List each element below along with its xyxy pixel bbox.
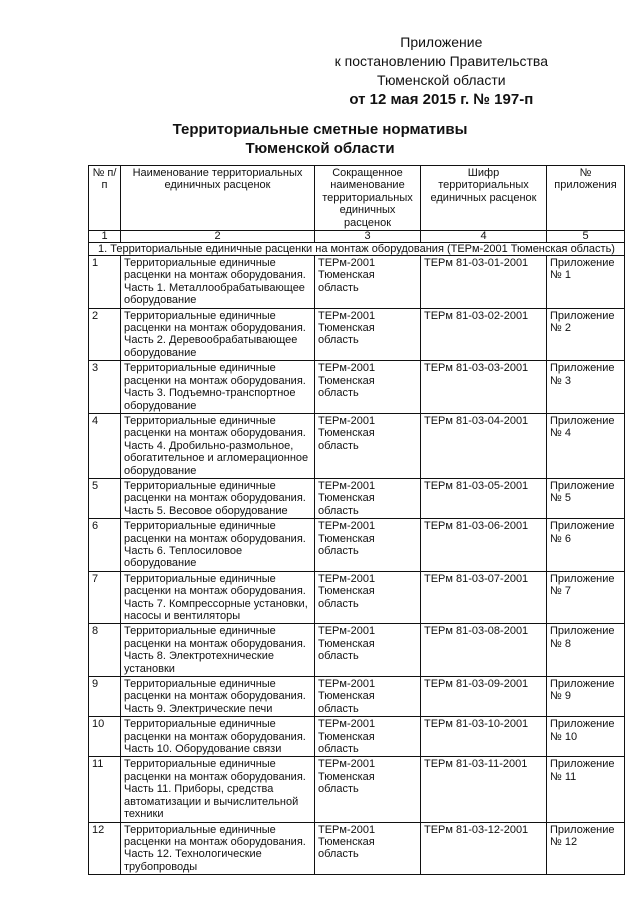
row-name: Территориальные единичные расценки на монтаж оборудования. Часть 6. Теплосиловое оборудование — [121, 519, 315, 572]
row-short-name: ТЕРм-2001 Тюменская область — [315, 478, 421, 518]
row-name: Территориальные единичные расценки на монтаж оборудования. Часть 2. Деревообрабатывающее оборудование — [121, 308, 315, 361]
row-name: Территориальные единичные расценки на монтаж оборудования. Часть 10. Оборудование связи — [121, 717, 315, 757]
row-short-name: ТЕРм-2001 Тюменская область — [315, 308, 421, 361]
row-number: 10 — [89, 717, 121, 757]
row-short-name: ТЕРм-2001 Тюменская область — [315, 413, 421, 478]
row-code: ТЕРм 81-03-10-2001 — [421, 717, 547, 757]
table-row — [89, 413, 625, 478]
row-short-name: ТЕРм-2001 Тюменская область — [315, 677, 421, 717]
table-row — [89, 308, 625, 361]
row-name: Территориальные единичные расценки на монтаж оборудования. Часть 3. Подъемно-транспортное оборудование — [121, 361, 315, 414]
row-appendix: Приложение № 9 — [547, 677, 625, 717]
row-appendix: Приложение № 3 — [547, 361, 625, 414]
row-short-name: ТЕРм-2001 Тюменская область — [315, 624, 421, 677]
row-short-name: ТЕРм-2001 Тюменская область — [315, 361, 421, 414]
table-row — [89, 624, 625, 677]
row-appendix: Приложение № 11 — [547, 757, 625, 822]
row-appendix: Приложение № 5 — [547, 478, 625, 518]
header-line-region: Тюменской области — [377, 72, 506, 88]
row-code: ТЕРм 81-03-11-2001 — [421, 757, 547, 822]
header-short-name: Сокращенное наименование территориальных единичных расценок — [315, 166, 421, 231]
table-row — [89, 717, 625, 757]
table-row — [89, 571, 625, 624]
header-line-resolution: к постановлению Правительства — [334, 53, 548, 69]
row-number: 6 — [89, 519, 121, 572]
row-code: ТЕРм 81-03-07-2001 — [421, 571, 547, 624]
row-appendix: Приложение № 8 — [547, 624, 625, 677]
row-name: Территориальные единичные расценки на монтаж оборудования. Часть 5. Весовое оборудование — [121, 478, 315, 518]
title-line-1: Территориальные сметные нормативы — [172, 121, 468, 138]
row-short-name: ТЕРм-2001 Тюменская область — [315, 757, 421, 822]
row-number: 1 — [89, 256, 121, 309]
header-number: № п/п — [89, 166, 121, 231]
row-code: ТЕРм 81-03-06-2001 — [421, 519, 547, 572]
section-row — [89, 243, 625, 256]
row-short-name: ТЕРм-2001 Тюменская область — [315, 571, 421, 624]
row-name: Территориальные единичные расценки на монтаж оборудования. Часть 8. Электротехнические установки — [121, 624, 315, 677]
row-short-name: ТЕРм-2001 Тюменская область — [315, 256, 421, 309]
table-row — [89, 256, 625, 309]
table-row — [89, 361, 625, 414]
row-short-name: ТЕРм-2001 Тюменская область — [315, 717, 421, 757]
column-number: 2 — [121, 231, 315, 243]
row-code: ТЕРм 81-03-01-2001 — [421, 256, 547, 309]
table-header-row — [89, 166, 625, 231]
row-number: 11 — [89, 757, 121, 822]
normatives-table — [88, 165, 625, 875]
row-number: 5 — [89, 478, 121, 518]
row-number: 8 — [89, 624, 121, 677]
column-number: 5 — [547, 231, 625, 243]
row-code: ТЕРм 81-03-04-2001 — [421, 413, 547, 478]
column-number: 3 — [315, 231, 421, 243]
title-line-2: Тюменской области — [245, 140, 395, 157]
column-numbers-row — [89, 231, 625, 243]
row-name: Территориальные единичные расценки на монтаж оборудования. Часть 11. Приборы, средства автоматизации и вычислительной техники — [121, 757, 315, 822]
row-name: Территориальные единичные расценки на монтаж оборудования. Часть 4. Дробильно-размольное, обогатительное и агломерационное оборудование — [121, 413, 315, 478]
header-line-appendix: Приложение — [400, 34, 483, 50]
row-code: ТЕРм 81-03-09-2001 — [421, 677, 547, 717]
row-code: ТЕРм 81-03-02-2001 — [421, 308, 547, 361]
row-number: 2 — [89, 308, 121, 361]
row-appendix: Приложение № 10 — [547, 717, 625, 757]
approval-header — [335, 33, 548, 109]
row-code: ТЕРм 81-03-08-2001 — [421, 624, 547, 677]
table-row — [89, 757, 625, 822]
row-name: Территориальные единичные расценки на монтаж оборудования. Часть 1. Металлообрабатывающее оборудование — [121, 256, 315, 309]
row-short-name: ТЕРм-2001 Тюменская область — [315, 822, 421, 875]
row-appendix: Приложение № 1 — [547, 256, 625, 309]
table-row — [89, 519, 625, 572]
row-appendix: Приложение № 4 — [547, 413, 625, 478]
header-line-date: от 12 мая 2015 г. № 197-п — [349, 91, 534, 108]
table-row — [89, 677, 625, 717]
row-number: 9 — [89, 677, 121, 717]
table-row — [89, 478, 625, 518]
row-number: 4 — [89, 413, 121, 478]
row-number: 12 — [89, 822, 121, 875]
header-code: Шифр территориальных единичных расценок — [421, 166, 547, 231]
row-name: Территориальные единичные расценки на монтаж оборудования. Часть 7. Компрессорные установки, насосы и вентиляторы — [121, 571, 315, 624]
row-appendix: Приложение № 6 — [547, 519, 625, 572]
column-number: 1 — [89, 231, 121, 243]
row-name: Территориальные единичные расценки на монтаж оборудования. Часть 12. Технологические трубопроводы — [121, 822, 315, 875]
row-code: ТЕРм 81-03-12-2001 — [421, 822, 547, 875]
row-appendix: Приложение № 2 — [547, 308, 625, 361]
section-title: 1. Территориальные единичные расценки на монтаж оборудования (ТЕРм-2001 Тюменская область) — [89, 243, 625, 256]
row-appendix: Приложение № 7 — [547, 571, 625, 624]
document-title — [0, 120, 640, 158]
header-name: Наименование территориальных единичных расценок — [121, 166, 315, 231]
row-appendix: Приложение № 12 — [547, 822, 625, 875]
row-code: ТЕРм 81-03-03-2001 — [421, 361, 547, 414]
row-number: 7 — [89, 571, 121, 624]
row-number: 3 — [89, 361, 121, 414]
header-appendix: № приложения — [547, 166, 625, 231]
row-name: Территориальные единичные расценки на монтаж оборудования. Часть 9. Электрические печи — [121, 677, 315, 717]
row-code: ТЕРм 81-03-05-2001 — [421, 478, 547, 518]
row-short-name: ТЕРм-2001 Тюменская область — [315, 519, 421, 572]
column-number: 4 — [421, 231, 547, 243]
table-row — [89, 822, 625, 875]
